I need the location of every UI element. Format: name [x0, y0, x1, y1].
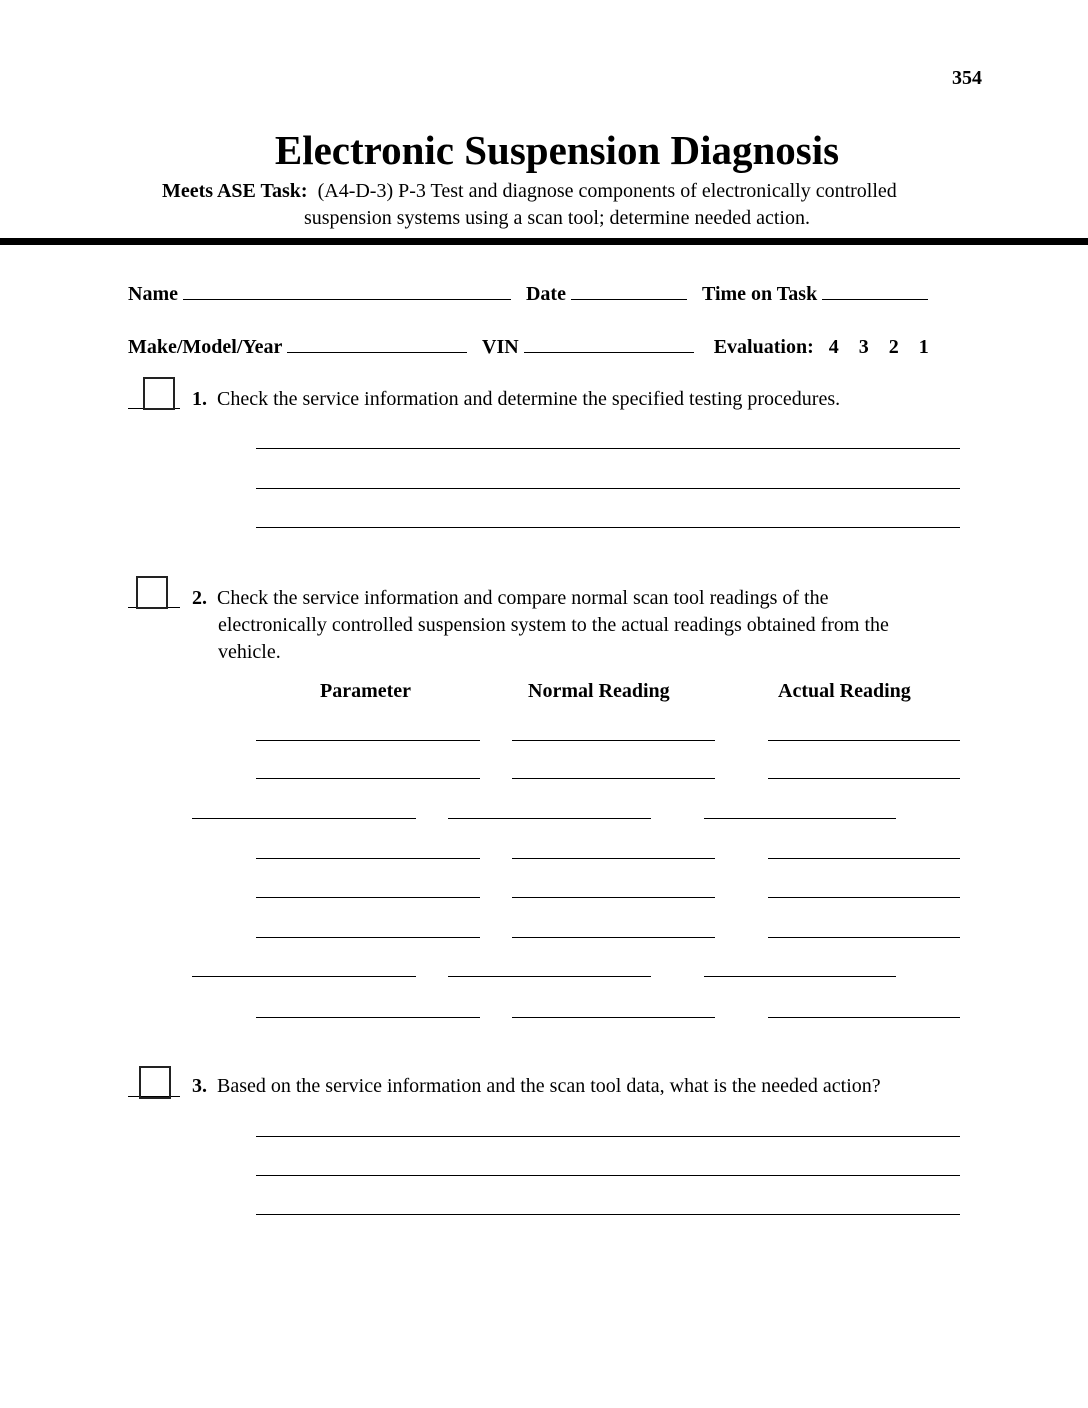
task-2-line1: [192, 586, 828, 610]
vin-label: VIN: [482, 336, 519, 358]
actual-reading-field[interactable]: [704, 818, 896, 819]
ase-task-label: Meets ASE Task:: [162, 180, 308, 202]
ase-task-text: (A4-D-3) P-3 Test and diagnose components of electronically controlled: [317, 180, 897, 202]
evaluation-label: Evaluation:: [713, 336, 814, 358]
page-title: Electronic Suspension Diagnosis: [274, 127, 840, 173]
task-2-text: Check the service information and compare normal scan tool readings of the: [217, 587, 829, 609]
parameter-field[interactable]: [256, 897, 480, 898]
date-label: Date: [525, 283, 566, 305]
task-2-line3: vehicle.: [218, 641, 281, 663]
make-model-year-label: Make/Model/Year: [128, 336, 283, 358]
parameter-field[interactable]: [256, 937, 480, 938]
name-row: [128, 281, 928, 306]
normal-reading-field[interactable]: [512, 778, 715, 779]
task-2-line2: electronically controlled suspension system to the actual readings obtained from the: [218, 614, 889, 636]
task-3-answer-line[interactable]: [256, 1136, 960, 1137]
header-actual-reading: Actual Reading: [778, 680, 911, 702]
parameter-field[interactable]: [192, 818, 416, 819]
name-label: Name: [128, 283, 178, 305]
actual-reading-field[interactable]: [768, 1017, 960, 1018]
ase-task-line1: [162, 179, 897, 203]
parameter-field[interactable]: [256, 740, 480, 741]
actual-reading-field[interactable]: [768, 778, 960, 779]
eval-option-3[interactable]: 3: [858, 336, 869, 358]
task-1: [192, 387, 840, 411]
task-2-number: 2.: [192, 587, 207, 609]
header-normal-reading: Normal Reading: [528, 680, 670, 702]
normal-reading-field[interactable]: [512, 897, 715, 898]
time-on-task-label: Time on Task: [701, 283, 818, 305]
actual-reading-field[interactable]: [704, 976, 896, 977]
page-number: 354: [952, 67, 982, 89]
eval-option-2[interactable]: 2: [888, 336, 899, 358]
task-3-checkbox[interactable]: [139, 1066, 171, 1099]
date-field[interactable]: [571, 281, 687, 300]
normal-reading-field[interactable]: [448, 976, 651, 977]
time-on-task-field[interactable]: [822, 281, 928, 300]
actual-reading-field[interactable]: [768, 897, 960, 898]
task-3: [192, 1074, 881, 1098]
task-3-number: 3.: [192, 1075, 207, 1097]
task-1-answer-line[interactable]: [256, 448, 960, 449]
parameter-field[interactable]: [192, 976, 416, 977]
eval-option-4[interactable]: 4: [828, 336, 839, 358]
task-1-answer-line[interactable]: [256, 527, 960, 528]
header-parameter: Parameter: [320, 680, 412, 702]
normal-reading-field[interactable]: [512, 858, 715, 859]
make-model-year-field[interactable]: [287, 334, 467, 353]
task-1-number: 1.: [192, 388, 207, 410]
task-3-answer-line[interactable]: [256, 1175, 960, 1176]
normal-reading-field[interactable]: [512, 740, 715, 741]
header-rule: [0, 238, 1088, 245]
task-3-answer-line[interactable]: [256, 1214, 960, 1215]
normal-reading-field[interactable]: [512, 1017, 715, 1018]
parameter-field[interactable]: [256, 1017, 480, 1018]
task-1-answer-line[interactable]: [256, 488, 960, 489]
task-2-checkbox[interactable]: [136, 576, 168, 609]
name-field[interactable]: [183, 281, 511, 300]
vehicle-row: [128, 334, 929, 359]
parameter-field[interactable]: [256, 858, 480, 859]
ase-task-line2: suspension systems using a scan tool; determine needed action.: [303, 207, 810, 229]
vin-field[interactable]: [524, 334, 694, 353]
parameter-field[interactable]: [256, 778, 480, 779]
task-3-text: Based on the service information and the scan tool data, what is the needed action?: [217, 1075, 881, 1097]
eval-option-1[interactable]: 1: [918, 336, 929, 358]
normal-reading-field[interactable]: [512, 937, 715, 938]
task-1-text: Check the service information and determine the specified testing procedures.: [217, 388, 841, 410]
task-1-checkbox[interactable]: [143, 377, 175, 410]
actual-reading-field[interactable]: [768, 740, 960, 741]
actual-reading-field[interactable]: [768, 937, 960, 938]
actual-reading-field[interactable]: [768, 858, 960, 859]
normal-reading-field[interactable]: [448, 818, 651, 819]
